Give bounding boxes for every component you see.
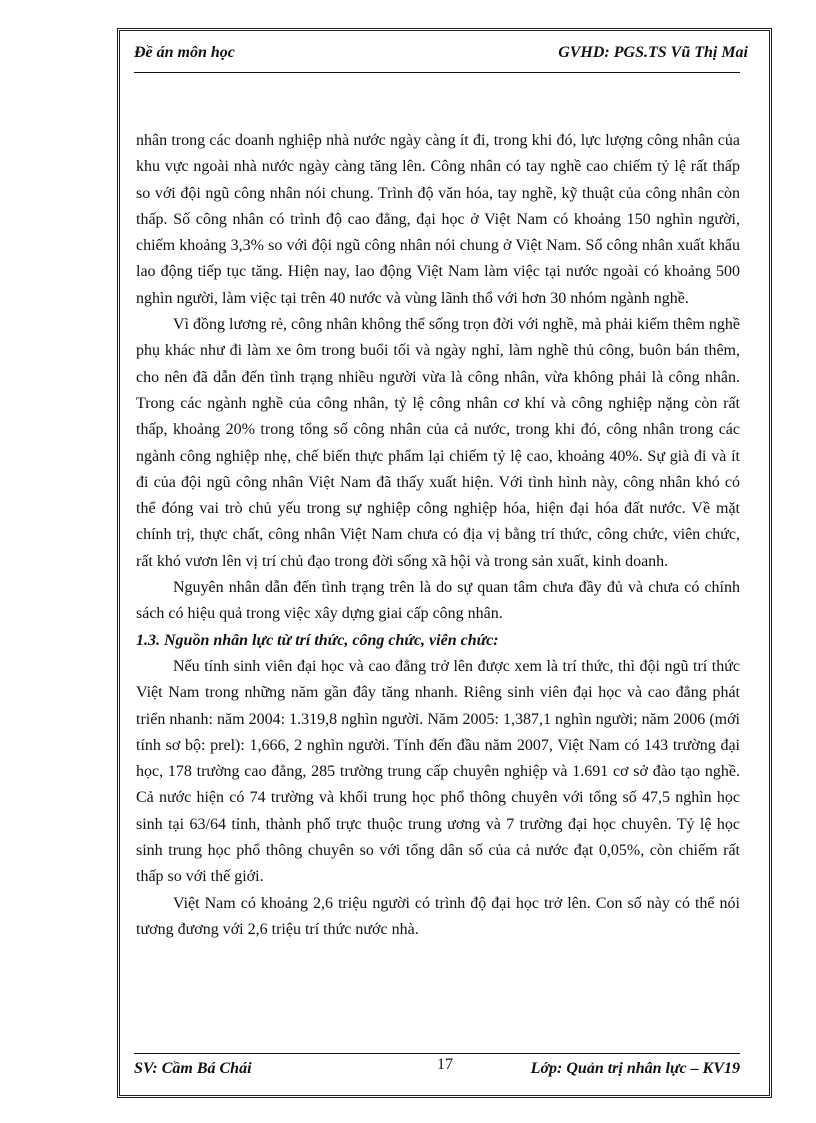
header-divider bbox=[134, 72, 740, 73]
paragraph-3: Nguyên nhân dẫn đến tình trạng trên là do sự quan tâm chưa đầy đủ và chưa có chính sách có hiệu quả trong việc xây dựng giai cấp công nhân. bbox=[136, 579, 740, 623]
paragraph-4: Nếu tính sinh viên đại học và cao đẳng trở lên được xem là trí thức, thì đội ngũ trí thức Việt Nam trong những năm gần đây tăng nhanh. Riêng sinh viên đại học và cao đẳng phát triển nhanh: năm 2004: 1.319,8 nghìn người. Năm 2005: 1,387,1 nghìn người; năm 2006 (mới tính sơ bộ: prel): 1,666, 2 nghìn người. Tính đến đầu năm 2007, Việt Nam có 143 trường đại học, 178 trường cao đẳng, 285 trường trung cấp chuyên nghiệp và 1.691 cơ sở đào tạo nghề. Cả nước hiện có 74 trường và khối trung học phổ thông chuyên với tổng số 47,5 nghìn học sinh tại 63/64 tỉnh, thành phố trực thuộc trung ương và 7 trường đại học chuyên. Tỷ lệ học sinh trung học phổ thông chuyên so với tổng dân số của cả nước đạt 0,05%, còn chiếm rất thấp so với thế giới. bbox=[136, 657, 740, 886]
paragraph-1: nhân trong các doanh nghiệp nhà nước ngày càng ít đi, trong khi đó, lực lượng công nhân của khu vực ngoài nhà nước ngày càng tăng lên. Công nhân có tay nghề cao chiếm tỷ lệ rất thấp so với đội ngũ công nhân nói chung. Trình độ văn hóa, tay nghề, kỹ thuật của công nhân còn thấp. Số công nhân có trình độ cao đẳng, đại học ở Việt Nam có khoảng 150 nghìn người, chiếm khoảng 3,3% so với đội ngũ công nhân nói chung ở Việt Nam. Số công nhân xuất khẩu lao động tiếp tục tăng. Hiện nay, lao động Việt Nam làm việc tại nước ngoài có khoảng 500 nghìn người, làm việc tại trên 40 nước và vùng lãnh thổ với hơn 30 nhóm ngành nghề. bbox=[136, 132, 740, 307]
header-supervisor: GVHD: PGS.TS Vũ Thị Mai bbox=[558, 44, 748, 61]
paragraph-2: Vì đồng lương rẻ, công nhân không thể sống trọn đời với nghề, mà phải kiếm thêm nghề phụ khác như đi làm xe ôm trong buổi tối và ngày nghỉ, làm nghề thủ công, buôn bán thêm, cho nên đã dẫn đến tình trạng nhiều người vừa là công nhân, vừa không phải là công nhân. Trong các ngành nghề của công nhân, tỷ lệ công nhân cơ khí và công nghiệp nặng còn rất thấp, khoảng 20% trong tổng số công nhân của cả nước, trong khi đó, công nhân trong các ngành công nghiệp nhẹ, chế biến thực phẩm lại chiếm tỷ lệ cao, khoảng 40%. Sự già đi và ít đi của đội ngũ công nhân Việt Nam đã thấy xuất hiện. Với tình hình này, công nhân khó có thể đóng vai trò chủ yếu trong sự nghiệp công nghiệp hóa, hiện đại hóa đất nước. Về mặt chính trị, thực chất, công nhân Việt Nam chưa có địa vị bằng trí thức, công chức, viên chức, rất khó vươn lên vị trí chủ đạo trong đời sống xã hội và trong sản xuất, kinh doanh. bbox=[136, 316, 740, 570]
header-course-title: Đề án môn học bbox=[134, 44, 235, 61]
footer-class: Lớp: Quản trị nhân lực – KV19 bbox=[530, 1060, 740, 1077]
page-footer bbox=[134, 1056, 740, 1084]
page-header bbox=[134, 44, 754, 70]
section-heading: 1.3. Nguồn nhân lực từ trí thức, công chức, viên chức: bbox=[136, 631, 499, 649]
page-number: 17 bbox=[437, 1056, 453, 1073]
document-body bbox=[136, 128, 740, 943]
paragraph-5: Việt Nam có khoảng 2,6 triệu người có trình độ đại học trở lên. Con số này có thể nói tương đương với 2,6 triệu trí thức nước nhà. bbox=[136, 894, 740, 938]
footer-student: SV: Cầm Bá Chái bbox=[134, 1060, 252, 1077]
footer-divider bbox=[134, 1053, 740, 1054]
